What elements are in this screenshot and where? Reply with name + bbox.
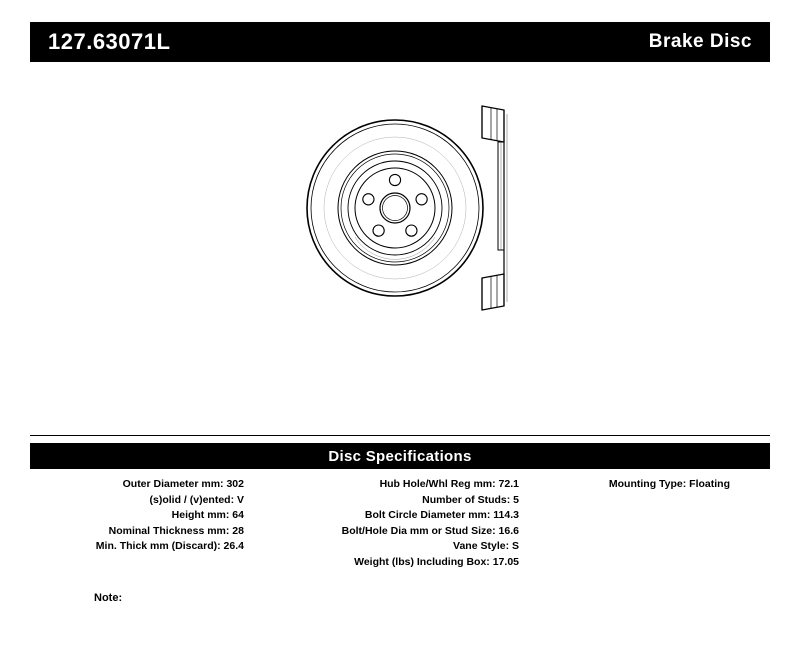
spec-column-right xyxy=(523,477,770,570)
rotor-cross-section-view xyxy=(460,98,550,323)
header-bar xyxy=(30,22,770,62)
spec-columns xyxy=(30,477,770,570)
spec-item: Bolt Circle Diameter mm: 114.3 xyxy=(364,509,519,521)
product-type-label: Brake Disc xyxy=(648,31,752,52)
spec-item: Height mm: 64 xyxy=(171,509,244,521)
disc-specifications-section xyxy=(30,443,770,604)
spec-item: Number of Studs: 5 xyxy=(422,493,519,506)
spec-item: Weight (lbs) Including Box: 17.05 xyxy=(354,555,519,568)
spec-item: Min. Thick mm (Discard): 26.4 xyxy=(95,540,244,552)
note-label: Note: xyxy=(94,592,123,604)
spec-item: Vane Style: S xyxy=(453,540,519,552)
spec-title: Disc Specifications xyxy=(30,443,770,469)
technical-drawing xyxy=(30,70,770,420)
spec-item: Outer Diameter mm: 302 xyxy=(122,478,244,490)
part-number: 127.63071L xyxy=(48,29,171,54)
spec-item: Bolt/Hole Dia mm or Stud Size: 16.6 xyxy=(341,524,519,537)
spec-column-left xyxy=(30,477,248,570)
spec-column-middle xyxy=(248,477,523,570)
spec-item: Hub Hole/Whl Reg mm: 72.1 xyxy=(379,478,519,490)
section-divider xyxy=(30,435,770,436)
spec-item: Nominal Thickness mm: 28 xyxy=(108,524,244,537)
spec-item: Mounting Type: Floating xyxy=(608,478,730,490)
spec-item: (s)olid / (v)ented: V xyxy=(149,493,244,506)
